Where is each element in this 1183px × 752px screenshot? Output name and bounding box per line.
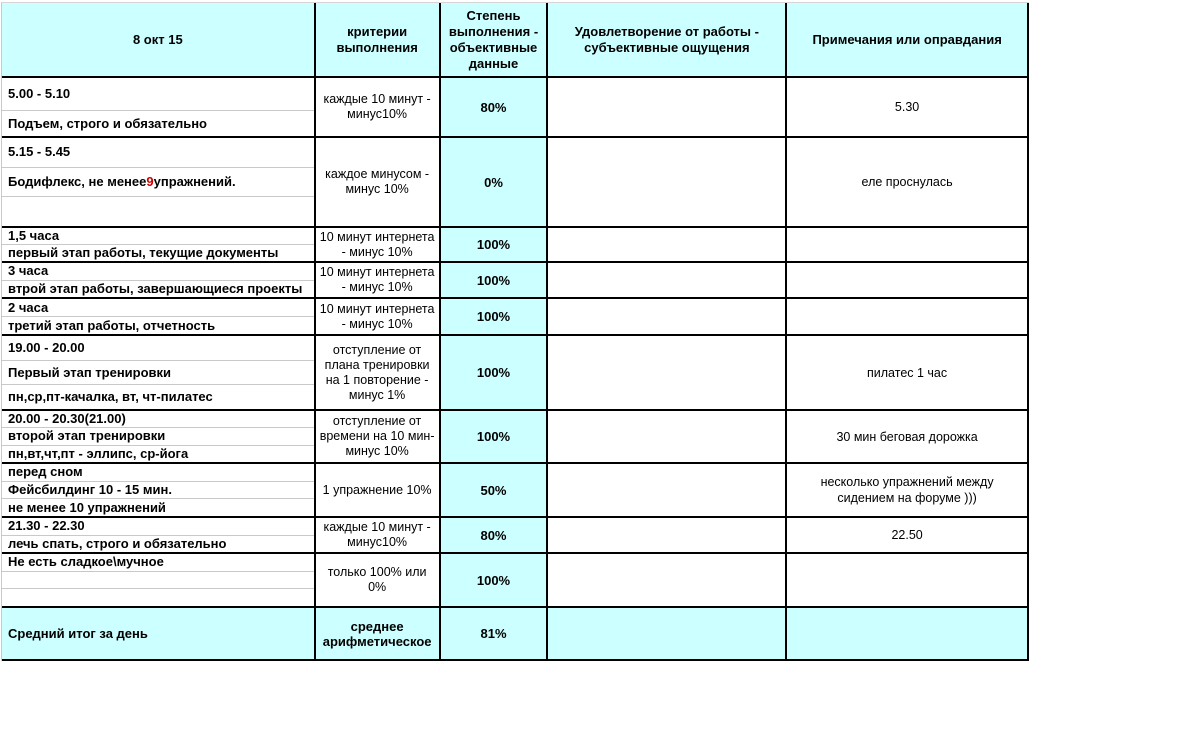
table-header-row [2,3,1029,78]
table-row [2,138,1029,228]
cell-criteria: 10 минут интернета - минус 10% [316,299,441,334]
cell-satisfaction [548,411,787,462]
cell-satisfaction [548,263,787,297]
cell-notes: 30 мин беговая дорожка [787,411,1029,462]
task-description: лечь спать, строго и обязательно [8,535,227,551]
summary-criteria: среднее арифметическое [316,608,441,659]
task-text-prefix: Бодифлекс, не менее [8,174,147,189]
table-row [2,78,1029,138]
task-description: Первый этап тренировки [2,361,314,386]
cell-task [2,78,316,136]
cell-notes: несколько упражнений между сидением на форуме ))) [787,464,1029,516]
cell-task [2,138,316,226]
task-time: 19.00 - 20.00 [2,336,314,361]
cell-notes: еле проснулась [787,138,1029,226]
table-row [2,464,1029,518]
task-description: первый этап работы, текущие документы [8,245,279,260]
table-row [2,336,1029,411]
summary-row [2,608,1029,661]
cell-notes: 5.30 [787,78,1029,136]
task-text-suffix: упражнений. [153,174,236,189]
task-time: 2 часа [2,299,314,317]
task-description: Фейсбилдинг 10 - 15 мин. [2,482,314,500]
cell-notes [787,299,1029,334]
header-satisfaction-cell: Удовлетворение от работы - субъективные ощущения [548,3,787,76]
task-description: втрой этап работы, завершающиеся проекты [8,280,303,296]
cell-task [2,464,316,516]
cell-satisfaction [548,299,787,334]
task-time: перед сном [2,464,314,482]
task-empty-line [2,589,314,606]
cell-criteria: 10 минут интернета - минус 10% [316,263,441,297]
cell-satisfaction [548,554,787,606]
table-row [2,299,1029,336]
cell-criteria: отступление от времени на 10 мин- минус 10% [316,411,441,462]
task-time: 5.00 - 5.10 [2,78,314,111]
task-empty-line [2,197,314,226]
summary-degree: 81% [441,608,549,659]
cell-degree: 100% [441,228,549,261]
table-row [2,228,1029,263]
task-time: 20.00 - 20.30(21.00) [2,411,314,428]
table-row [2,263,1029,299]
header-date-cell: 8 окт 15 [2,3,316,76]
task-time: 1,5 часа [2,228,314,245]
cell-task [2,518,316,552]
cell-criteria: каждые 10 минут - минус10% [316,78,441,136]
task-description: Подъем, строго и обязательно [8,115,207,131]
task-schedule: пн,ср,пт-качалка, вт, чт-пилатес [8,389,213,405]
task-time: 3 часа [2,263,314,281]
table-row [2,518,1029,554]
cell-satisfaction [548,78,787,136]
cell-degree: 0% [441,138,549,226]
cell-criteria: отступление от плана тренировки на 1 повторение - минус 1% [316,336,441,409]
cell-degree: 100% [441,299,549,334]
cell-satisfaction [548,138,787,226]
task-description: второй этап тренировки [2,428,314,445]
cell-task [2,411,316,462]
cell-criteria: каждые 10 минут - минус10% [316,518,441,552]
cell-notes [787,263,1029,297]
header-notes-cell: Примечания или оправдания [787,3,1029,76]
cell-notes [787,228,1029,261]
cell-degree: 100% [441,411,549,462]
cell-notes: 22.50 [787,518,1029,552]
cell-degree: 100% [441,263,549,297]
cell-notes [787,554,1029,606]
task-description [2,168,314,198]
cell-criteria: каждое минусом - минус 10% [316,138,441,226]
cell-task [2,263,316,297]
task-text-highlight: 9 [146,174,154,189]
header-criteria-cell: критерии выполнения [316,3,441,76]
cell-task [2,299,316,334]
task-description: третий этап работы, отчетность [8,317,216,333]
cell-degree: 80% [441,518,549,552]
cell-degree: 50% [441,464,549,516]
table-row [2,411,1029,464]
cell-criteria: 1 упражнение 10% [316,464,441,516]
task-time: 21.30 - 22.30 [2,518,314,536]
cell-satisfaction [548,518,787,552]
cell-satisfaction [548,336,787,409]
cell-notes: пилатес 1 час [787,336,1029,409]
task-time: 5.15 - 5.45 [2,138,314,168]
task-empty-line [2,572,314,590]
cell-task [2,554,316,606]
task-schedule: не менее 10 упражнений [8,499,166,515]
cell-degree: 100% [441,554,549,606]
cell-criteria: только 100% или 0% [316,554,441,606]
task-schedule: пн,вт,чт,пт - эллипс, ср-йога [8,445,189,461]
task-description: Не есть сладкое\мучное [2,554,314,572]
header-degree-cell: Степень выполнения - объективные данные [441,3,549,76]
cell-satisfaction [548,464,787,516]
table-row [2,554,1029,608]
cell-degree: 80% [441,78,549,136]
cell-criteria: 10 минут интернета - минус 10% [316,228,441,261]
cell-task [2,228,316,261]
summary-notes [787,608,1029,659]
cell-degree: 100% [441,336,549,409]
cell-task [2,336,316,409]
summary-label: Средний итог за день [2,608,316,659]
cell-satisfaction [548,228,787,261]
summary-satisfaction [548,608,787,659]
daily-tracking-table [1,2,1029,661]
